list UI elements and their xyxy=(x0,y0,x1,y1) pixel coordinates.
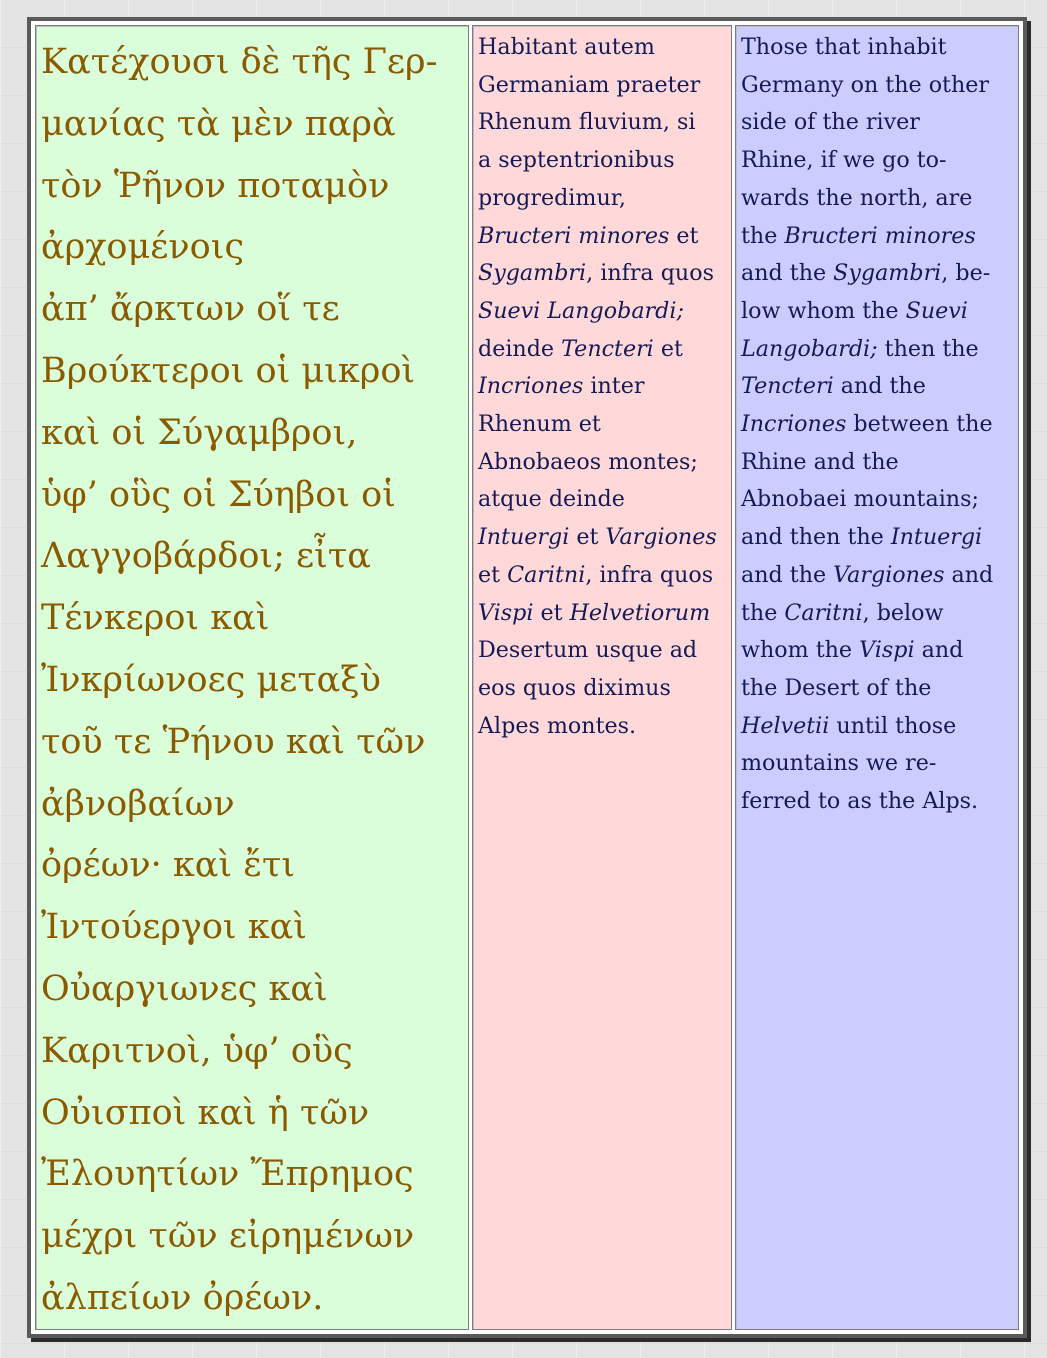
latin-text: , infra quos xyxy=(586,260,714,287)
tribe-name: Incriones xyxy=(741,411,847,438)
latin-line xyxy=(478,180,727,218)
english-text: ferred to as the Alps. xyxy=(741,788,979,815)
latin-line xyxy=(478,368,727,406)
greek-line: Ἰντούεργοι καὶ xyxy=(41,907,308,948)
english-text: between the xyxy=(846,411,993,438)
english-line xyxy=(741,557,1014,595)
english-line xyxy=(741,104,1014,142)
english-line xyxy=(741,519,1014,557)
greek-line: ἀβνοβαίων xyxy=(41,783,235,824)
english-text: and the xyxy=(741,561,834,588)
tribe-name: Bructeri minores xyxy=(784,222,976,249)
tribe-name: Suevi xyxy=(905,297,968,324)
latin-line xyxy=(478,481,727,519)
latin-text-column xyxy=(472,25,732,1330)
greek-line: Τένκεροι καὶ xyxy=(41,598,270,639)
greek-line: Καριτνοὶ, ὑφ’ οὓς xyxy=(41,1030,353,1071)
english-text: Rhine and the xyxy=(741,448,899,475)
greek-line: Λαγγοβάρδοι; εἶτα xyxy=(41,536,371,577)
english-text: Rhine, if we go to- xyxy=(741,147,947,174)
greek-line: τοῦ τε Ῥήνου καὶ τῶν xyxy=(41,721,426,762)
latin-line xyxy=(478,708,727,746)
latin-text: a septentrionibus xyxy=(478,147,675,174)
english-line xyxy=(741,595,1014,633)
english-text: and xyxy=(914,637,964,664)
english-line xyxy=(741,444,1014,482)
english-line xyxy=(741,783,1014,821)
latin-text: deinde xyxy=(478,335,562,362)
parallel-text-table xyxy=(35,25,1019,1330)
tribe-name: Langobardi; xyxy=(741,335,878,362)
tribe-name: Sygambri xyxy=(478,260,587,287)
greek-line: ὀρέων· καὶ ἔτι xyxy=(41,845,296,886)
english-text: low whom the xyxy=(741,297,906,324)
english-line xyxy=(741,368,1014,406)
english-text: whom the xyxy=(741,637,860,664)
english-text: the xyxy=(741,222,785,249)
english-text: mountains we re- xyxy=(741,750,937,777)
greek-text-column xyxy=(35,25,469,1330)
tribe-name: Intuergi xyxy=(478,524,570,551)
latin-line xyxy=(478,29,727,67)
greek-line: μανίας τὰ μὲν παρὰ xyxy=(41,103,396,144)
english-text: the Desert of the xyxy=(741,674,932,701)
english-text: side of the river xyxy=(741,109,920,136)
tribe-name: Sygambri xyxy=(833,260,942,287)
greek-line: ἀπ’ ἄρκτων οἵ τε xyxy=(41,289,340,330)
english-text: Germany on the other xyxy=(741,71,989,98)
latin-line xyxy=(478,218,727,256)
greek-line: Βρούκτεροι οἱ μικροὶ xyxy=(41,350,416,391)
latin-line xyxy=(478,67,727,105)
greek-line: ἀρχομένοις xyxy=(41,227,245,268)
latin-line xyxy=(478,142,727,180)
greek-line: τὸν Ῥῆνον ποταμὸν xyxy=(41,165,390,206)
latin-line xyxy=(478,255,727,293)
english-text: , below xyxy=(862,599,944,626)
latin-text: inter xyxy=(583,373,645,400)
english-line xyxy=(741,331,1014,369)
english-line xyxy=(741,180,1014,218)
tribe-name: Tencteri xyxy=(741,373,834,400)
tribe-name: Suevi Langobardi; xyxy=(478,297,684,324)
english-line xyxy=(741,293,1014,331)
english-text-column xyxy=(735,25,1019,1330)
english-line xyxy=(741,255,1014,293)
english-text: and the xyxy=(741,260,834,287)
tribe-name: Helvetii xyxy=(741,712,830,739)
latin-text: Alpes montes. xyxy=(478,712,637,739)
latin-text: Germaniam praeter xyxy=(478,71,701,98)
english-text: Abnobaei mountains; xyxy=(741,486,979,513)
latin-text: , infra quos xyxy=(585,561,714,588)
english-text: wards the north, are xyxy=(741,184,973,211)
latin-text: Abnobaeos montes; xyxy=(478,448,698,475)
english-line xyxy=(741,632,1014,670)
latin-line xyxy=(478,293,727,331)
tribe-name: Helvetiorum xyxy=(569,599,711,626)
english-line xyxy=(741,406,1014,444)
english-text: and then the xyxy=(741,524,891,551)
latin-text: Rhenum et xyxy=(478,411,601,438)
tribe-name: Tencteri xyxy=(561,335,654,362)
english-line xyxy=(741,481,1014,519)
greek-line: Κατέχουσι δὲ τῆς Γερ- xyxy=(41,42,438,82)
latin-text: et xyxy=(533,599,570,626)
english-line xyxy=(741,745,1014,783)
tribe-name: Caritni xyxy=(784,599,863,626)
tribe-name: Vargiones xyxy=(605,524,717,551)
english-line xyxy=(741,29,1014,67)
tribe-name: Intuergi xyxy=(890,524,983,551)
english-text: until those xyxy=(829,712,957,739)
latin-text: et xyxy=(653,335,683,362)
latin-text: et xyxy=(478,561,508,588)
latin-line xyxy=(478,331,727,369)
latin-text: Desertum usque ad xyxy=(478,637,698,664)
latin-line xyxy=(478,444,727,482)
latin-line xyxy=(478,104,727,142)
english-text: the xyxy=(741,599,785,626)
english-text: and xyxy=(944,561,994,588)
latin-line xyxy=(478,557,727,595)
greek-line: Ἰνκρίωνοες μεταξὺ xyxy=(41,659,381,700)
latin-line xyxy=(478,406,727,444)
latin-text: eos quos diximus xyxy=(478,674,671,701)
greek-line: Οὐισποὶ καὶ ἡ τῶν xyxy=(41,1092,370,1133)
english-line xyxy=(741,670,1014,708)
latin-line xyxy=(478,670,727,708)
latin-line xyxy=(478,519,727,557)
text-table-frame xyxy=(27,17,1027,1338)
latin-line xyxy=(478,632,727,670)
english-line xyxy=(741,218,1014,256)
english-line xyxy=(741,708,1014,746)
english-text: Those that inhabit xyxy=(741,34,947,60)
tribe-name: Caritni xyxy=(507,561,586,588)
english-line xyxy=(741,142,1014,180)
latin-text: Habitant autem xyxy=(478,34,655,60)
latin-text: progredimur, xyxy=(478,184,626,211)
greek-line: Ἐλουητίων Ἔπρημος xyxy=(41,1154,414,1195)
greek-line: ὑφ’ οὓς οἱ Σύηβοι οἱ xyxy=(41,474,396,515)
english-text: and the xyxy=(833,373,926,400)
latin-line xyxy=(478,595,727,633)
english-line xyxy=(741,67,1014,105)
tribe-name: Vispi xyxy=(859,637,915,664)
latin-text: Rhenum fluvium, si xyxy=(478,109,696,136)
english-text: , be- xyxy=(941,260,991,287)
english-text: then the xyxy=(877,335,979,362)
tribe-name: Vargiones xyxy=(833,561,945,588)
latin-text: et xyxy=(669,222,699,249)
greek-line: καὶ οἱ Σύγαμβροι, xyxy=(41,412,358,453)
latin-text: atque deinde xyxy=(478,486,625,513)
greek-line: Οὐαργιωνες καὶ xyxy=(41,968,328,1009)
greek-line: μέχρι τῶν εἰρημένων xyxy=(41,1216,415,1257)
greek-line: ἀλπείων ὀρέων. xyxy=(41,1277,324,1318)
tribe-name: Bructeri minores xyxy=(478,222,670,249)
tribe-name: Incriones xyxy=(478,373,584,400)
tribe-name: Vispi xyxy=(478,599,534,626)
latin-text: et xyxy=(569,524,606,551)
